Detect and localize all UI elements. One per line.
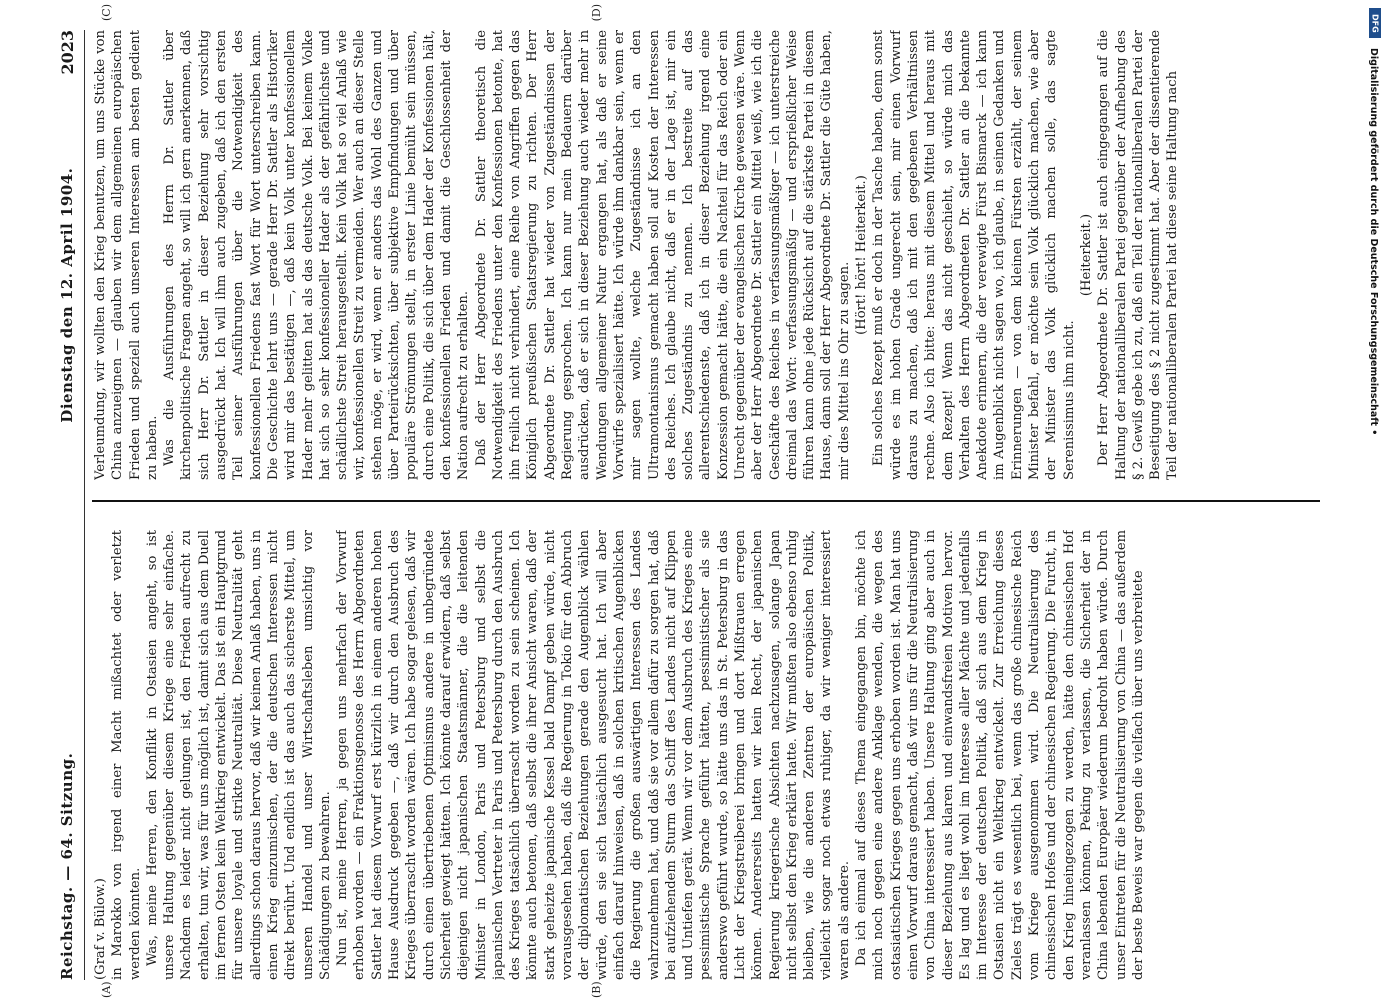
speaker-tag: (Graf v. Bülow.) — [93, 878, 108, 980]
dfg-watermark — [1365, 8, 1379, 993]
margin-marker-a: (A) — [100, 981, 113, 998]
left-column — [92, 530, 1320, 980]
interjection: (Hört! hört! Heiterkeit.) — [854, 175, 870, 335]
paragraph: Da ich einmal auf dieses Thema eingegangen bin, möchte ich mich noch gegen eine andere Anklage wenden, die wegen des ostasiatischen Krieges gegen uns erhoben worden ist. Man hat uns einen Vorwurf daraus gemacht, daß wir uns für die Neutralisierung von China interessiert haben. Unsere Haltung ging aber auch in dieser Beziehung aus klaren und einwandsfreien Motiven hervor. Es lag und es liegt wohl im Interesse aller Mächte und jedenfalls im Interesse der deutschen Politik, daß sich aus dem Krieg in Ostasien nicht ein Weltkrieg entwickelt. Zur Erreichung dieses Zieles trägt es wesentlich bei, wenn das große chinesische Reich vom Kriege ausgenommen wird. Die Neutralisierung des chinesischen Hofes und der chinesischen Regierung. Die Furcht, in den Krieg hineingezogen zu werden, hätte den chinesischen Hof veranlassen können, Peking zu verlassen, die Sicherheit der in China lebenden Europäer wiederum bedroht haben würde. Durch unser Eintreten für die Neutralisierung von China — das außerdem der beste Beweis war gegen die vielfach über uns verbreitete — [854, 530, 1146, 980]
right-column — [92, 30, 1320, 480]
margin-marker-d: (D) — [590, 4, 603, 22]
margin-marker-b: (B) — [590, 981, 603, 998]
paragraph: Ein solches Rezept muß er doch in der Tasche haben, denn sonst würde es im hohen Grade ungerecht sein, mir einen Vorwurf daraus zu machen, daß ich mit den gegebenen Verhältnissen rechne. Also ich bitte: heraus mit diesem Mittel und heraus mit dem Rezept! Wenn das nicht geschieht, so würde mich das Verhalten des Herrn Abgeordneten Dr. Sattler an die bekannte Anekdote erinnern, die der verewigte Fürst Bismarck — ich kann im Augenblick nicht sagen wo, ich glaube, in seinen Gedanken und Erinnerungen — von dem kleinen Fürsten erzählt, der seinem Minister befahl, er möchte sein Volk glücklich machen, wie aber der Minister das Volk glücklich machen solle, das sagte Serenissimus ihm nicht. — [871, 30, 1077, 480]
text-columns — [92, 30, 1320, 980]
page-number: 2023 — [57, 30, 77, 75]
margin-marker-c: (C) — [100, 4, 113, 21]
paragraph: in Marokko von irgend einer Macht mißachtet oder verletzt werden könnten. — [110, 530, 143, 980]
page-header — [52, 30, 82, 980]
column-divider — [92, 500, 1320, 502]
header-rule — [84, 30, 85, 980]
interjection: (Heiterkeit.) — [1078, 213, 1094, 297]
running-head-left: Reichstag. — 64. Sitzung. — [58, 752, 76, 980]
paragraph: Was, meine Herren, den Konflikt in Ostasien angeht, so ist unsere Haltung gegenüber diesem Kriege eine sehr einfache. Nachdem es leider nicht gelungen ist, den Frieden aufrecht zu erhalten, tun wir, was für uns möglich ist, damit sich aus dem Duell im fernen Osten kein Weltkrieg entwickelt. Das ist ein Hauptgrund für unsere loyale und strikte Neutralität. Diese Neutralität geht allerdings schon daraus hervor, daß wir keinen Anlaß haben, uns in einen Krieg einzumischen, der die deutschen Interessen nicht direkt berührt. Und endlich ist das auch das sicherste Mittel, um unseren Handel und unser Wirtschaftsleben umsichtig vor Schädigungen zu bewahren. — [144, 530, 333, 980]
paragraph: Was die Ausführungen des Herrn Dr. Sattler über kirchenpolitische Fragen angeht, so will ich gern anerkennen, daß sich Herr Dr. Sattler in dieser Beziehung sehr vorsichtig ausgedrückt hat. Ich will ihm auch zugeben, daß ich den ersten Teil seiner Ausführungen über die Notwendigkeit des konfessionellen Friedens fast Wort für Wort unterschreiben kann. Die Geschichte lehrt uns — gerade Herr Dr. Sattler als Historiker wird mir das bestätigen —, daß kein Volk unter konfessionellem Hader mehr gelitten hat als das deutsche Volk. Bei keinem Volke hat sich so sehr konfessioneller Hader als der gefährlichste und schädlichste Streit herausgestellt. Kein Volk hat so viel Anlaß wie wir, konfessionellen Streit zu vermeiden. Wer auch an dieser Stelle stehen möge, er wird, wenn er anders das Wohl des Ganzen und über Parteirücksichten, über subjektive Empfindungen und über populäre Strömungen stellt, in erster Linie bemüht sein müssen, durch eine Politik, die sich über dem Hader der Konfessionen hält, den konfessionellen Frieden und damit die Geschlossenheit der Nation aufrecht zu erhalten. — [162, 30, 472, 480]
paragraph: Verleumdung, wir wollten den Krieg benutzen, um uns Stücke von China anzueignen — glauben wir dem allgemeinen europäischen Frieden und speziell auch unseren Interessen am besten gedient zu haben. — [93, 30, 160, 480]
paragraph: Der Herr Abgeordnete Dr. Sattler ist auch eingegangen auf die Haltung der nationalliberalen Partei gegenüber der Aufhebung des § 2. Gewiß gebe ich zu, daß ein Teil der nationalliberalen Partei der Beseitigung des § 2 nicht zugestimmt hat. Aber der dissentierende Teil der nationalliberalen Partei hat diese seine Haltung nach — [1096, 30, 1181, 480]
paragraph: Nun ist, meine Herren, ja gegen uns mehrfach der Vorwurf erhoben worden — ein Fraktionsgenosse des Herrn Abgeordneten Sattler hat diesem Vorwurf erst kürzlich in einem anderen hohen Hause Ausdruck gegeben —, daß wir durch den Ausbruch des Krieges überrascht worden wären. Ich habe sogar gelesen, daß wir durch einen übertriebenen Optimismus andere in unbegründete Sicherheit gewiegt hätten. Ich könnte darauf erwidern, daß selbst diejenigen nicht japanischen Staatsmänner, die die leitenden Minister in London, Paris und Petersburg und selbst die japanischen Vertreter in Paris und Petersburg durch den Ausbruch des Krieges tatsächlich überrascht worden zu sein scheinen. Ich könnte auch betonen, daß selbst die ihrer Ansicht waren, daß der stark geheizte japanische Kessel bald Dampf geben würde, nicht vorausgesehen haben, daß die Regierung in Tokio für den Abbruch der diplomatischen Beziehungen gerade den Augenblick wählen würde, den sie sich tatsächlich ausgesucht hat. Ich will aber einfach darauf hinweisen, daß in solchen kritischen Augenblicken die Regierung die großen auswärtigen Interessen des Landes wahrzunehmen hat, und daß sie vor allem dafür zu sorgen hat, daß bei aufziehendem Sturm das Schiff des Landes nicht auf Klippen und Untiefen gerät. Wenn wir vor dem Ausbruch des Krieges eine pessimistische Sprache geführt hätten, pessimistischer als sie anderswo geführt wurde, so hätte uns das in St. Petersburg in das Licht der Kriegstreiberei bringen und dort Mißtrauen erregen können. Andererseits hatten wir kein Recht, der japanischen Regierung kriegerische Absichten nachzusagen, solange Japan nicht selbst den Krieg erklärt hatte. Wir mußten also ebenso ruhig bleiben, wie die anderen Zentren der europäischen Politik, vielleicht sogar noch etwas ruhiger, da wir weniger interessiert waren als andere. — [335, 530, 852, 980]
watermark-text: Digitalisierung gefördert durch die Deutsche Forschungsgemeinschaft • — [1368, 48, 1379, 436]
dfg-logo-icon: DFG — [1369, 8, 1381, 38]
running-head-date: Dienstag den 12. April 1904. — [58, 167, 76, 423]
paragraph: Daß der Herr Abgeordnete Dr. Sattler theoretisch die Notwendigkeit des Friedens unter den Konfessionen betonte, hat ihn freilich nicht verhindert, eine Reihe von Angriffen gegen das Königlich preußischen Staatsregierung zu richten. Der Herr Abgeordnete Dr. Sattler hat wieder von Zugeständnissen der Regierung gesprochen. Ich kann nur mein Bedauern darüber ausdrücken, daß er sich in dieser Beziehung auch wieder mehr in Wendungen allgemeiner Natur ergangen hat, als daß er seine Vorwürfe spezialisiert hätte. Ich würde ihm dankbar sein, wenn er mir sagen wollte, welche Zugeständnisse ich an den Ultramontanismus gemacht haben soll auf Kosten der Interessen des Reiches. Ich glaube nicht, daß er in der Lage ist, mir ein solches Zugeständnis zu nennen. Ich bestreite auf das allerentschiedenste, daß ich in dieser Beziehung irgend eine Konzession gemacht hätte, die ein Nachteil für das Reich oder ein Unrecht gegenüber der evangelischen Kirche gewesen wäre. Wenn aber der Herr Abgeordnete Dr. Sattler ein Mittel weiß, wie ich die Geschäfte des Reiches in verfassungsmäßiger — ich unterstreiche dreimal das Wort: verfassungsmäßig — und ersprießlicher Weise führen kann ohne jede Rücksicht auf die stärkste Partei in diesem Hause, dann soll der Herr Abgeordnete Dr. Sattler die Güte haben, mir dies Mittel ins Ohr zu sagen. — [473, 30, 852, 480]
